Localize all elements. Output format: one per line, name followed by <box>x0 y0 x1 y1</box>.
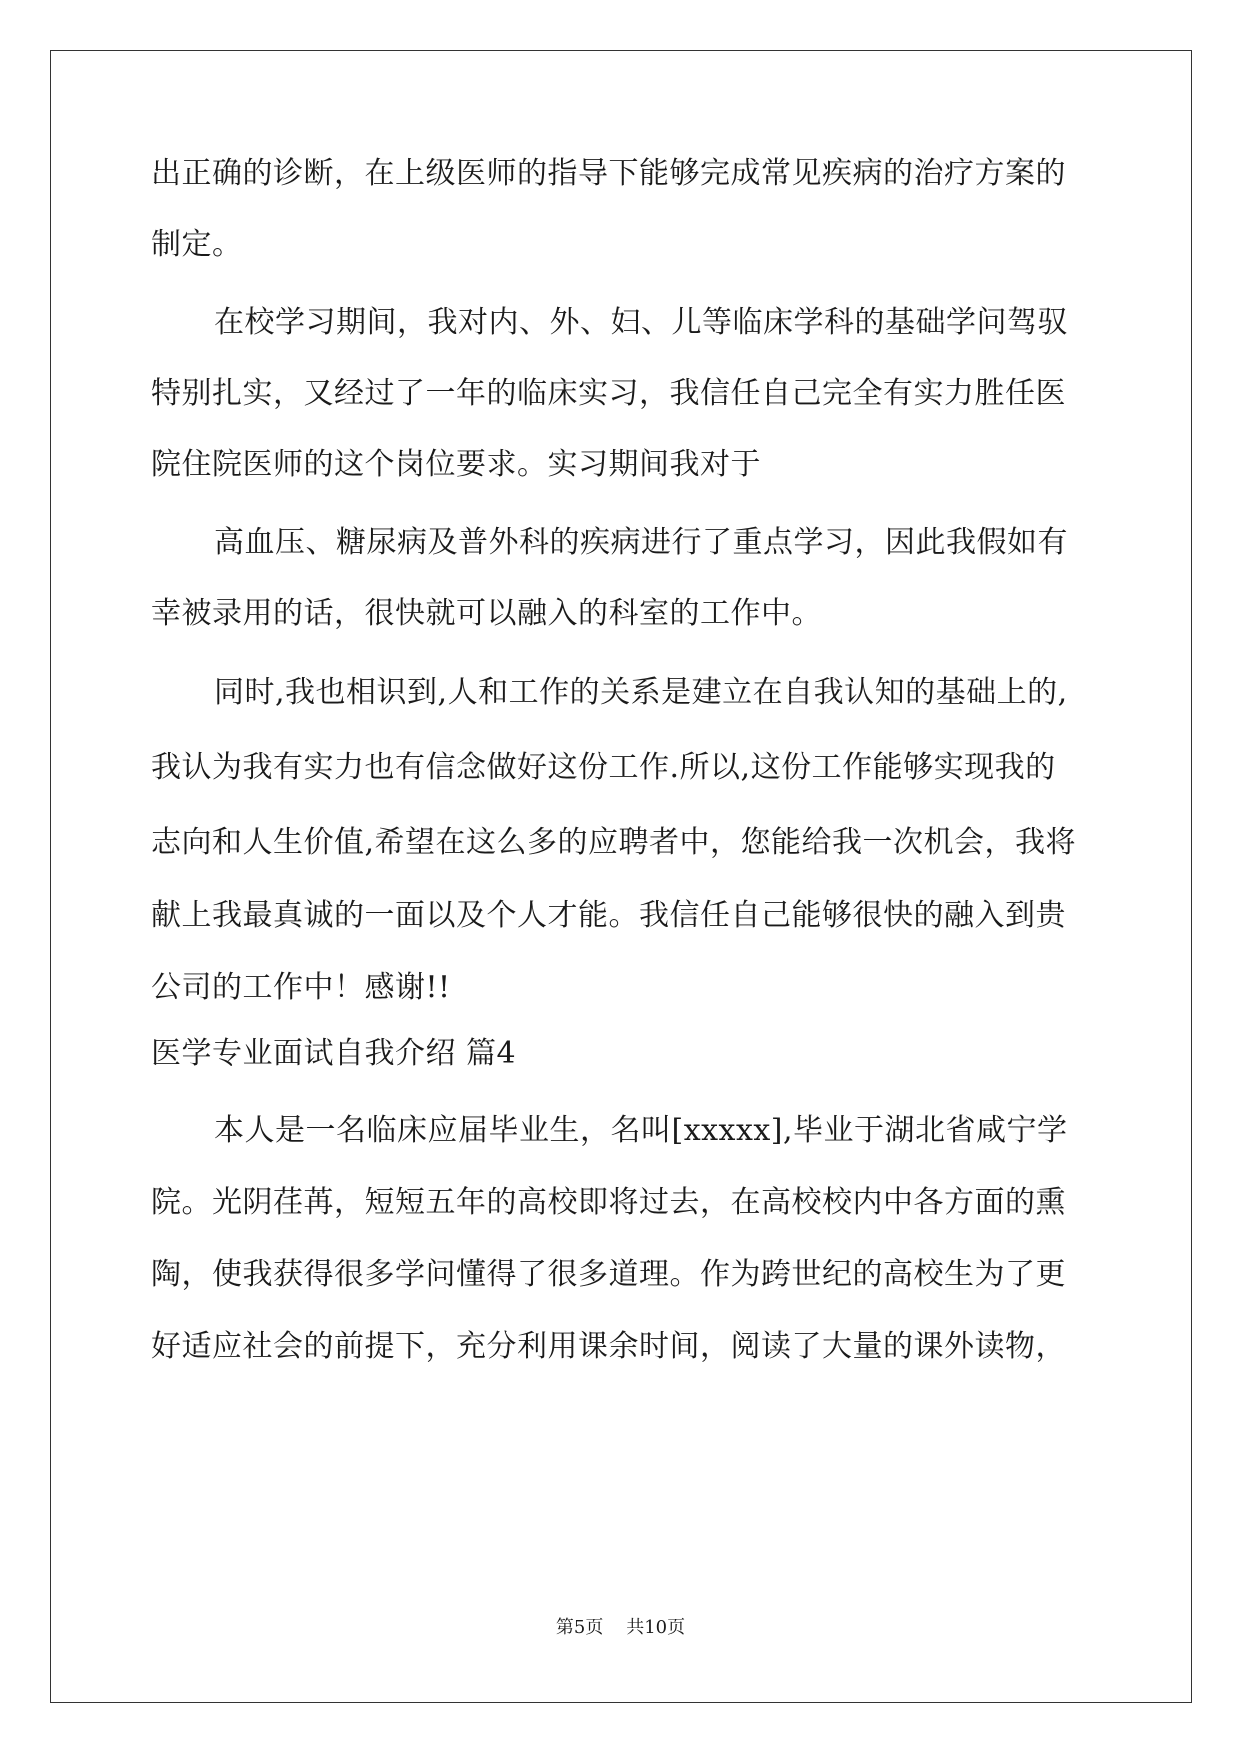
text-line: 制定。 <box>151 227 243 262</box>
text-line: 同时,我也相识到,人和工作的关系是建立在自我认知的基础上的, <box>214 675 1068 710</box>
text-line: 院。光阴荏苒，短短五年的高校即将过去，在高校校内中各方面的熏 <box>151 1185 1066 1220</box>
section-heading: 医学专业面试自我介绍 篇4 <box>151 1036 517 1071</box>
text-line: 高血压、糖尿病及普外科的疾病进行了重点学习，因此我假如有 <box>214 525 1068 560</box>
text-line: 献上我最真诚的一面以及个人才能。我信任自己能够很快的融入到贵 <box>151 898 1066 933</box>
text-line: 在校学习期间，我对内、外、妇、儿等临床学科的基础学问驾驭 <box>214 305 1068 340</box>
page-number-footer: 第5页 共10页 <box>555 1617 686 1638</box>
text-line: 陶，使我获得很多学问懂得了很多道理。作为跨世纪的高校生为了更 <box>151 1257 1066 1292</box>
text-line: 幸被录用的话，很快就可以融入的科室的工作中。 <box>151 596 822 631</box>
text-line: 院住院医师的这个岗位要求。实习期间我对于 <box>151 447 761 482</box>
text-line: 本人是一名临床应届毕业生，名叫[xxxxx],毕业于湖北省咸宁学 <box>214 1113 1068 1148</box>
page-frame <box>50 50 1192 1703</box>
text-line: 好适应社会的前提下，充分利用课余时间，阅读了大量的课外读物， <box>151 1329 1066 1364</box>
text-line: 志向和人生价值,希望在这么多的应聘者中，您能给我一次机会，我将 <box>151 825 1077 860</box>
text-line: 特别扎实，又经过了一年的临床实习，我信任自己完全有实力胜任医 <box>151 376 1066 411</box>
text-line: 公司的工作中！感谢!! <box>151 970 451 1005</box>
text-line: 出正确的诊断，在上级医师的指导下能够完成常见疾病的治疗方案的 <box>151 156 1066 191</box>
text-line: 我认为我有实力也有信念做好这份工作.所以,这份工作能够实现我的 <box>151 750 1056 785</box>
